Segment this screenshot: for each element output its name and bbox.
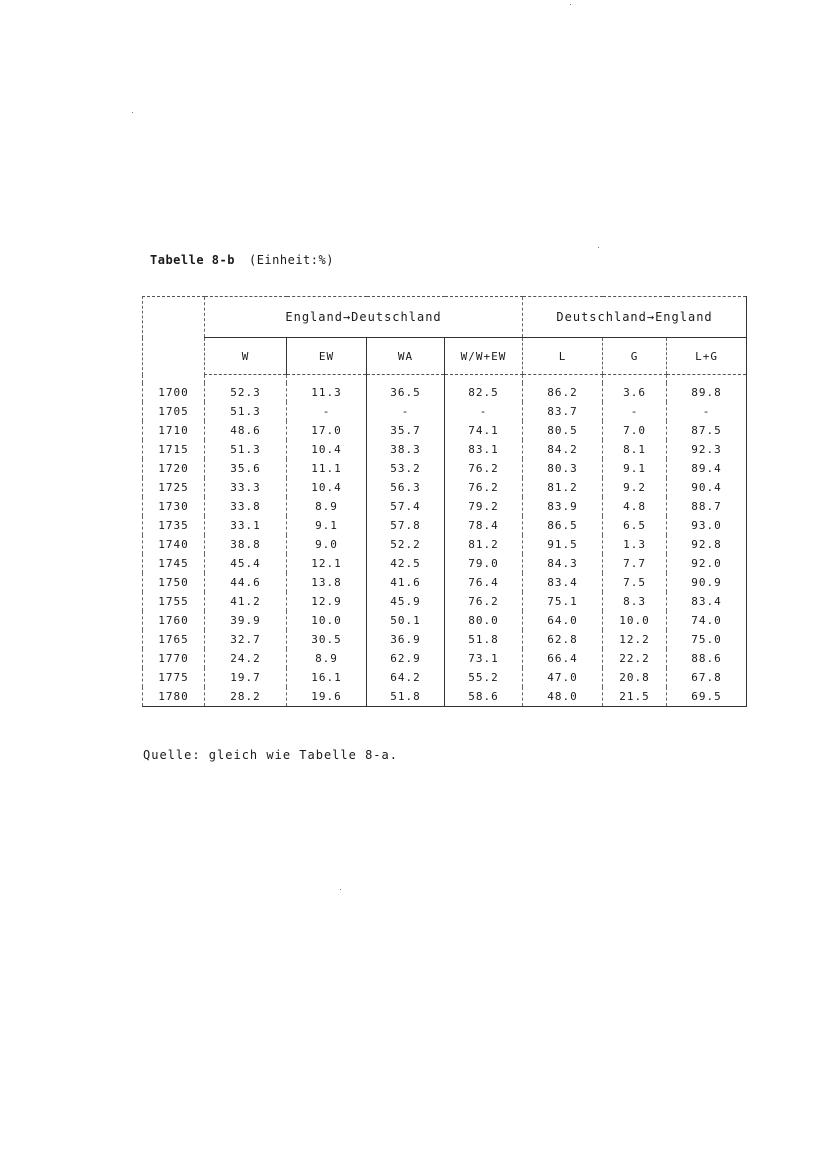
year-cell: 1780 — [143, 687, 205, 707]
w-ratio-cell: 79.2 — [445, 497, 523, 516]
l-plus-g-cell: 88.6 — [667, 649, 747, 668]
table-row — [143, 516, 747, 535]
g-cell: 12.2 — [603, 630, 667, 649]
table-row — [143, 478, 747, 497]
l-plus-g-cell: 75.0 — [667, 630, 747, 649]
l-cell: 86.5 — [523, 516, 603, 535]
w-ratio-cell: 82.5 — [445, 383, 523, 402]
table-row — [143, 592, 747, 611]
ew-cell: 8.9 — [287, 497, 367, 516]
g-cell: 10.0 — [603, 611, 667, 630]
table-row — [143, 459, 747, 478]
l-cell: 48.0 — [523, 687, 603, 707]
l-plus-g-cell: 74.0 — [667, 611, 747, 630]
table-row — [143, 649, 747, 668]
g-cell: 22.2 — [603, 649, 667, 668]
wa-cell: - — [367, 402, 445, 421]
year-cell: 1705 — [143, 402, 205, 421]
wa-cell: 64.2 — [367, 668, 445, 687]
wa-cell: 53.2 — [367, 459, 445, 478]
ew-cell: 16.1 — [287, 668, 367, 687]
g-cell: 6.5 — [603, 516, 667, 535]
group-header-empty — [143, 297, 205, 338]
table-row — [143, 421, 747, 440]
w-cell: 48.6 — [205, 421, 287, 440]
year-cell: 1745 — [143, 554, 205, 573]
table-row — [143, 402, 747, 421]
ew-cell: 9.0 — [287, 535, 367, 554]
w-ratio-cell: - — [445, 402, 523, 421]
l-cell: 81.2 — [523, 478, 603, 497]
l-plus-g-cell: 69.5 — [667, 687, 747, 707]
l-cell: 83.9 — [523, 497, 603, 516]
w-ratio-cell: 55.2 — [445, 668, 523, 687]
column-header-w-ratio: W/W+EW — [445, 338, 523, 375]
scan-speck — [340, 889, 341, 890]
g-cell: 21.5 — [603, 687, 667, 707]
l-cell: 83.4 — [523, 573, 603, 592]
l-plus-g-cell: 83.4 — [667, 592, 747, 611]
table-row — [143, 573, 747, 592]
table-caption — [150, 253, 334, 267]
year-cell: 1775 — [143, 668, 205, 687]
w-ratio-cell: 80.0 — [445, 611, 523, 630]
scan-speck — [132, 112, 133, 113]
year-cell: 1740 — [143, 535, 205, 554]
g-cell: 20.8 — [603, 668, 667, 687]
column-header-l-plus-g: L+G — [667, 338, 747, 375]
g-cell: 7.7 — [603, 554, 667, 573]
w-ratio-cell: 76.4 — [445, 573, 523, 592]
w-cell: 51.3 — [205, 440, 287, 459]
w-ratio-cell: 78.4 — [445, 516, 523, 535]
year-cell: 1725 — [143, 478, 205, 497]
year-cell: 1750 — [143, 573, 205, 592]
table-row — [143, 440, 747, 459]
l-cell: 84.3 — [523, 554, 603, 573]
l-plus-g-cell: 92.0 — [667, 554, 747, 573]
wa-cell: 38.3 — [367, 440, 445, 459]
w-cell: 32.7 — [205, 630, 287, 649]
ew-cell: 12.1 — [287, 554, 367, 573]
group-header-england-to-germany: England→Deutschland — [205, 297, 523, 338]
w-cell: 19.7 — [205, 668, 287, 687]
w-ratio-cell: 51.8 — [445, 630, 523, 649]
source-note: Quelle: gleich wie Tabelle 8-a. — [143, 748, 398, 762]
w-ratio-cell: 58.6 — [445, 687, 523, 707]
group-header-germany-to-england: Deutschland→England — [523, 297, 747, 338]
table-row — [143, 630, 747, 649]
l-plus-g-cell: 89.4 — [667, 459, 747, 478]
l-plus-g-cell: 87.5 — [667, 421, 747, 440]
l-cell: 84.2 — [523, 440, 603, 459]
ew-cell: 10.4 — [287, 440, 367, 459]
wa-cell: 57.8 — [367, 516, 445, 535]
year-cell: 1735 — [143, 516, 205, 535]
w-cell: 52.3 — [205, 383, 287, 402]
l-cell: 75.1 — [523, 592, 603, 611]
wa-cell: 36.5 — [367, 383, 445, 402]
scan-speck — [598, 247, 599, 248]
spacer-row — [143, 375, 747, 384]
g-cell: 7.0 — [603, 421, 667, 440]
l-cell: 83.7 — [523, 402, 603, 421]
wa-cell: 51.8 — [367, 687, 445, 707]
g-cell: 1.3 — [603, 535, 667, 554]
column-header-ew: EW — [287, 338, 367, 375]
l-plus-g-cell: - — [667, 402, 747, 421]
w-cell: 41.2 — [205, 592, 287, 611]
g-cell: 8.3 — [603, 592, 667, 611]
l-plus-g-cell: 93.0 — [667, 516, 747, 535]
wa-cell: 35.7 — [367, 421, 445, 440]
w-cell: 51.3 — [205, 402, 287, 421]
year-cell: 1720 — [143, 459, 205, 478]
w-ratio-cell: 76.2 — [445, 459, 523, 478]
l-plus-g-cell: 90.9 — [667, 573, 747, 592]
group-header-row — [143, 297, 747, 338]
ew-cell: 12.9 — [287, 592, 367, 611]
l-plus-g-cell: 88.7 — [667, 497, 747, 516]
wa-cell: 41.6 — [367, 573, 445, 592]
w-ratio-cell: 73.1 — [445, 649, 523, 668]
wa-cell: 62.9 — [367, 649, 445, 668]
l-plus-g-cell: 92.8 — [667, 535, 747, 554]
w-cell: 35.6 — [205, 459, 287, 478]
ew-cell: - — [287, 402, 367, 421]
w-cell: 45.4 — [205, 554, 287, 573]
w-ratio-cell: 79.0 — [445, 554, 523, 573]
table-row — [143, 497, 747, 516]
wa-cell: 52.2 — [367, 535, 445, 554]
l-plus-g-cell: 89.8 — [667, 383, 747, 402]
year-cell: 1700 — [143, 383, 205, 402]
column-header-year — [143, 338, 205, 375]
w-cell: 44.6 — [205, 573, 287, 592]
year-cell: 1710 — [143, 421, 205, 440]
table-row — [143, 611, 747, 630]
data-table — [142, 296, 747, 707]
l-cell: 62.8 — [523, 630, 603, 649]
w-ratio-cell: 76.2 — [445, 478, 523, 497]
year-cell: 1715 — [143, 440, 205, 459]
wa-cell: 36.9 — [367, 630, 445, 649]
ew-cell: 11.3 — [287, 383, 367, 402]
l-cell: 66.4 — [523, 649, 603, 668]
year-cell: 1765 — [143, 630, 205, 649]
g-cell: 3.6 — [603, 383, 667, 402]
wa-cell: 42.5 — [367, 554, 445, 573]
column-header-l: L — [523, 338, 603, 375]
table-row — [143, 535, 747, 554]
l-cell: 47.0 — [523, 668, 603, 687]
w-cell: 38.8 — [205, 535, 287, 554]
wa-cell: 56.3 — [367, 478, 445, 497]
l-cell: 86.2 — [523, 383, 603, 402]
column-header-g: G — [603, 338, 667, 375]
ew-cell: 30.5 — [287, 630, 367, 649]
column-header-wa: WA — [367, 338, 445, 375]
year-cell: 1730 — [143, 497, 205, 516]
wa-cell: 57.4 — [367, 497, 445, 516]
data-table-container — [142, 296, 746, 716]
g-cell: 9.1 — [603, 459, 667, 478]
g-cell: - — [603, 402, 667, 421]
w-ratio-cell: 76.2 — [445, 592, 523, 611]
table-row — [143, 554, 747, 573]
w-ratio-cell: 83.1 — [445, 440, 523, 459]
l-plus-g-cell: 92.3 — [667, 440, 747, 459]
scan-speck — [570, 4, 571, 5]
ew-cell: 9.1 — [287, 516, 367, 535]
w-cell: 33.1 — [205, 516, 287, 535]
g-cell: 9.2 — [603, 478, 667, 497]
l-plus-g-cell: 67.8 — [667, 668, 747, 687]
table-row — [143, 687, 747, 707]
column-header-row — [143, 338, 747, 375]
w-cell: 28.2 — [205, 687, 287, 707]
w-cell: 33.8 — [205, 497, 287, 516]
ew-cell: 19.6 — [287, 687, 367, 707]
w-cell: 33.3 — [205, 478, 287, 497]
w-cell: 39.9 — [205, 611, 287, 630]
ew-cell: 13.8 — [287, 573, 367, 592]
l-cell: 64.0 — [523, 611, 603, 630]
year-cell: 1770 — [143, 649, 205, 668]
table-caption-title: Tabelle 8-b — [150, 253, 235, 267]
ew-cell: 11.1 — [287, 459, 367, 478]
year-cell: 1755 — [143, 592, 205, 611]
l-plus-g-cell: 90.4 — [667, 478, 747, 497]
g-cell: 7.5 — [603, 573, 667, 592]
table-caption-unit: (Einheit:%) — [248, 253, 334, 267]
l-cell: 80.5 — [523, 421, 603, 440]
ew-cell: 17.0 — [287, 421, 367, 440]
table-row — [143, 668, 747, 687]
w-ratio-cell: 81.2 — [445, 535, 523, 554]
g-cell: 8.1 — [603, 440, 667, 459]
l-cell: 91.5 — [523, 535, 603, 554]
table-row — [143, 383, 747, 402]
column-header-w: W — [205, 338, 287, 375]
year-cell: 1760 — [143, 611, 205, 630]
ew-cell: 8.9 — [287, 649, 367, 668]
g-cell: 4.8 — [603, 497, 667, 516]
l-cell: 80.3 — [523, 459, 603, 478]
w-cell: 24.2 — [205, 649, 287, 668]
w-ratio-cell: 74.1 — [445, 421, 523, 440]
ew-cell: 10.4 — [287, 478, 367, 497]
ew-cell: 10.0 — [287, 611, 367, 630]
wa-cell: 50.1 — [367, 611, 445, 630]
wa-cell: 45.9 — [367, 592, 445, 611]
